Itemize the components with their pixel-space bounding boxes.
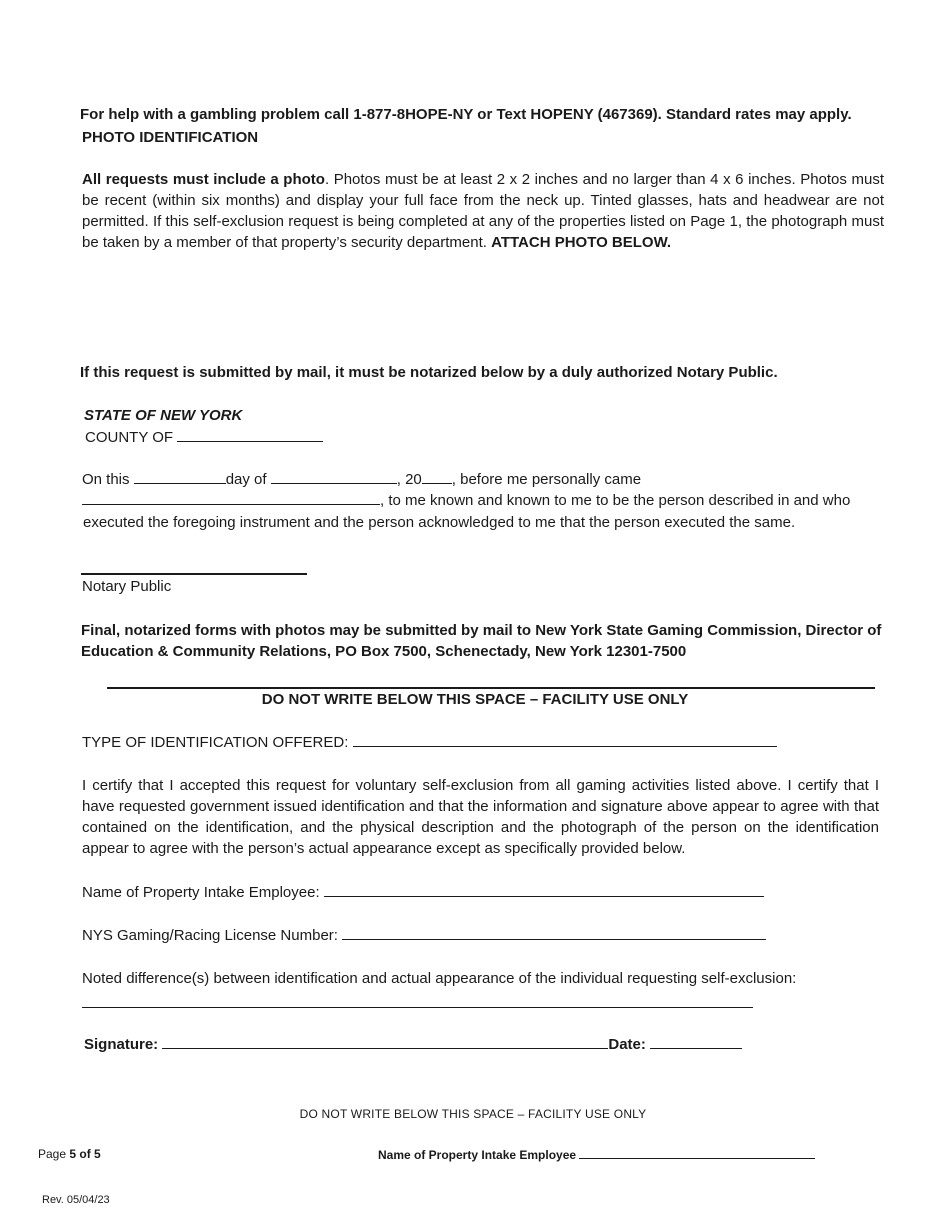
county-row — [85, 427, 323, 448]
intake-employee-row — [82, 882, 764, 903]
facility-certification: I certify that I accepted this request for voluntary self-exclusion from all gaming activities listed above. I certify that I have requested government issued identification and that the information and signature above appear to agree with that contained on the identification, and the physical description and the photograph of the person on the identification appear to agree with the person’s actual appearance except as specifically provided below. — [82, 777, 879, 857]
footer-facility-note: DO NOT WRITE BELOW THIS SPACE – FACILITY USE ONLY — [299, 1107, 647, 1121]
license-number-field[interactable] — [342, 925, 766, 940]
year-field[interactable] — [422, 469, 452, 484]
notary-public-label: Notary Public — [82, 578, 172, 595]
signature-field[interactable] — [162, 1034, 608, 1049]
county-field[interactable] — [177, 427, 323, 442]
state-label: STATE OF NEW YORK — [84, 407, 243, 424]
before-me-label: , before me personally came — [451, 471, 642, 488]
footer-intake-field[interactable] — [579, 1147, 815, 1159]
intake-employee-label: Name of Property Intake Employee: — [82, 884, 320, 901]
id-type-row — [82, 732, 777, 753]
mail-instructions-line-1: Final, notarized forms with photos may be submitted by mail to New York State Gaming Commission, Director of — [81, 622, 882, 639]
year-prefix: , 20 — [396, 471, 422, 488]
license-number-row — [82, 925, 766, 946]
photo-requirement-lead: All requests must include a photo — [82, 171, 325, 188]
mail-notary-notice: If this request is submitted by mail, it must be notarized below by a duly authorized Notary Public. — [80, 364, 778, 381]
known-text: , to me known and known to me to be the person described in and who — [380, 492, 851, 509]
attach-photo-instruction: ATTACH PHOTO BELOW. — [491, 234, 672, 251]
date-label: Date: — [608, 1036, 646, 1053]
id-type-field[interactable] — [353, 732, 777, 747]
page-number: 5 of 5 — [69, 1147, 101, 1161]
county-label: COUNTY OF — [85, 429, 174, 446]
signature-label: Signature: — [84, 1036, 159, 1053]
acknowledgment-line-2 — [82, 490, 850, 511]
photo-requirement-body: . Photos must be at least 2 x 2 inches and no larger than 4 x 6 inches. Photos must be recent (within six months) and display your full face from the neck up. Tinted glasses, hats and headwear are not permitted. If this self-exclusion request is being completed at any of the properties listed on Page 1, the photograph must be taken by a member of that property’s security department. — [82, 171, 884, 251]
footer-intake-label: Name of Property Intake Employee — [378, 1148, 577, 1162]
footer-intake-row — [378, 1147, 815, 1162]
page-prefix: Page — [38, 1147, 67, 1161]
notary-signature-line[interactable] — [81, 573, 307, 575]
on-this-label: On this — [82, 471, 130, 488]
page-indicator — [38, 1147, 101, 1161]
photo-section-heading: PHOTO IDENTIFICATION — [82, 129, 259, 146]
person-name-field[interactable] — [82, 490, 380, 505]
id-type-label: TYPE OF IDENTIFICATION OFFERED: — [82, 734, 349, 751]
photo-attach-area[interactable] — [82, 262, 884, 352]
month-field[interactable] — [271, 469, 397, 484]
executed-text: executed the foregoing instrument and the person acknowledged to me that the person executed the same. — [83, 514, 796, 531]
date-field[interactable] — [650, 1034, 742, 1049]
license-number-label: NYS Gaming/Racing License Number: — [82, 927, 338, 944]
revision-date: Rev. 05/04/23 — [42, 1194, 110, 1206]
photo-requirements-paragraph — [82, 169, 884, 253]
facility-use-heading: DO NOT WRITE BELOW THIS SPACE – FACILITY USE ONLY — [261, 691, 689, 708]
signature-row — [84, 1034, 742, 1055]
day-field[interactable] — [134, 469, 226, 484]
mail-instructions-line-2: Education & Community Relations, PO Box 7500, Schenectady, New York 12301-7500 — [81, 643, 687, 660]
day-of-label: day of — [225, 471, 267, 488]
differences-label: Noted difference(s) between identification and actual appearance of the individual requesting self-exclusion: — [82, 970, 797, 987]
intake-employee-field[interactable] — [324, 882, 764, 897]
differences-field[interactable] — [82, 1007, 753, 1008]
acknowledgment-line-1 — [82, 469, 641, 490]
helpline-notice: For help with a gambling problem call 1-877-8HOPE-NY or Text HOPENY (467369). Standard rates may apply. — [80, 106, 852, 123]
